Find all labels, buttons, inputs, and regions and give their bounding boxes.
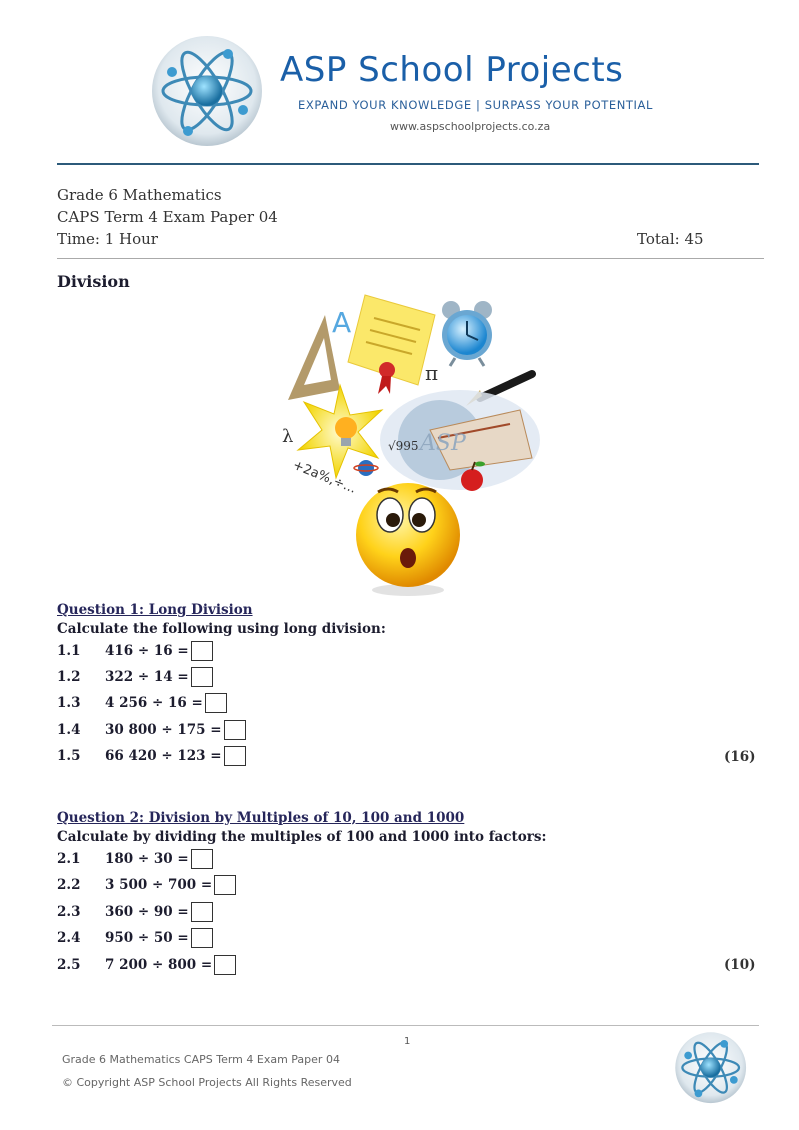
header-divider — [57, 163, 759, 165]
item-number: 2.1 — [57, 851, 81, 867]
letter-a-icon: A — [332, 306, 352, 339]
answer-box[interactable] — [214, 875, 236, 895]
item-number: 2.3 — [57, 904, 81, 920]
website-link[interactable]: www.aspschoolprojects.co.za — [390, 120, 551, 133]
question-item — [57, 746, 246, 766]
topic-heading: Division — [57, 272, 130, 291]
math-doodle: +2a%,÷... — [290, 457, 359, 497]
item-number: 2.2 — [57, 877, 81, 893]
certificate-icon — [348, 295, 435, 394]
meta-divider — [57, 258, 764, 259]
clipart-illustration — [270, 290, 550, 600]
answer-box[interactable] — [205, 693, 227, 713]
question-item — [57, 693, 227, 713]
answer-box[interactable] — [191, 667, 213, 687]
item-expression: 66 420 ÷ 123 = — [105, 748, 222, 764]
question-item — [57, 902, 213, 922]
brand-name: ASP School Projects — [280, 50, 624, 90]
question-item — [57, 955, 236, 975]
question-2-title: Question 2: Division by Multiples of 10, 100 and 1000 — [57, 810, 465, 826]
question-1-title: Question 1: Long Division — [57, 602, 253, 618]
planet-icon — [354, 460, 378, 476]
item-expression: 416 ÷ 16 = — [105, 643, 189, 659]
question-item — [57, 667, 213, 687]
atom-logo — [150, 34, 265, 149]
item-expression: 180 ÷ 30 = — [105, 851, 189, 867]
exam-paper: CAPS Term 4 Exam Paper 04 — [57, 208, 278, 226]
question-item — [57, 641, 213, 661]
answer-box[interactable] — [224, 720, 246, 740]
footer-copyright: © Copyright ASP School Projects All Rights Reserved — [62, 1076, 352, 1089]
lambda-symbol: λ — [282, 426, 294, 447]
footer-divider — [52, 1025, 759, 1026]
question-2-instruction: Calculate by dividing the multiples of 100 and 1000 into factors: — [57, 829, 547, 845]
answer-box[interactable] — [191, 641, 213, 661]
item-number: 1.3 — [57, 695, 81, 711]
item-number: 1.5 — [57, 748, 81, 764]
confused-smiley-icon — [356, 483, 460, 596]
item-expression: 950 ÷ 50 = — [105, 930, 189, 946]
brand-tagline: EXPAND YOUR KNOWLEDGE | SURPASS YOUR POTENTIAL — [298, 98, 654, 112]
item-number: 2.4 — [57, 930, 81, 946]
item-number: 1.1 — [57, 643, 81, 659]
item-expression: 4 256 ÷ 16 = — [105, 695, 203, 711]
answer-box[interactable] — [191, 928, 213, 948]
asp-watermark: ASP — [420, 431, 466, 456]
question-item — [57, 849, 213, 869]
item-number: 1.2 — [57, 669, 81, 685]
question-2-marks: (10) — [724, 957, 756, 973]
answer-box[interactable] — [214, 955, 236, 975]
item-expression: 360 ÷ 90 = — [105, 904, 189, 920]
square-root-text: √995 — [388, 439, 419, 453]
exam-time: Time: 1 Hour — [57, 230, 158, 248]
pi-symbol: π — [425, 361, 439, 385]
question-item — [57, 720, 246, 740]
item-number: 1.4 — [57, 722, 81, 738]
page-number: 1 — [404, 1036, 411, 1047]
item-number: 2.5 — [57, 957, 81, 973]
answer-box[interactable] — [224, 746, 246, 766]
question-item — [57, 928, 213, 948]
question-1-instruction: Calculate the following using long division: — [57, 621, 386, 637]
exam-subject: Grade 6 Mathematics — [57, 186, 222, 204]
alarm-clock-icon — [442, 301, 492, 366]
exam-total: Total: 45 — [637, 230, 704, 248]
question-item — [57, 875, 236, 895]
item-expression: 3 500 ÷ 700 = — [105, 877, 213, 893]
footer-atom-logo — [674, 1031, 748, 1105]
item-expression: 30 800 ÷ 175 = — [105, 722, 222, 738]
footer-title: Grade 6 Mathematics CAPS Term 4 Exam Paper 04 — [62, 1053, 340, 1066]
answer-box[interactable] — [191, 902, 213, 922]
item-expression: 322 ÷ 14 = — [105, 669, 189, 685]
question-1-marks: (16) — [724, 749, 756, 765]
answer-box[interactable] — [191, 849, 213, 869]
item-expression: 7 200 ÷ 800 = — [105, 957, 213, 973]
